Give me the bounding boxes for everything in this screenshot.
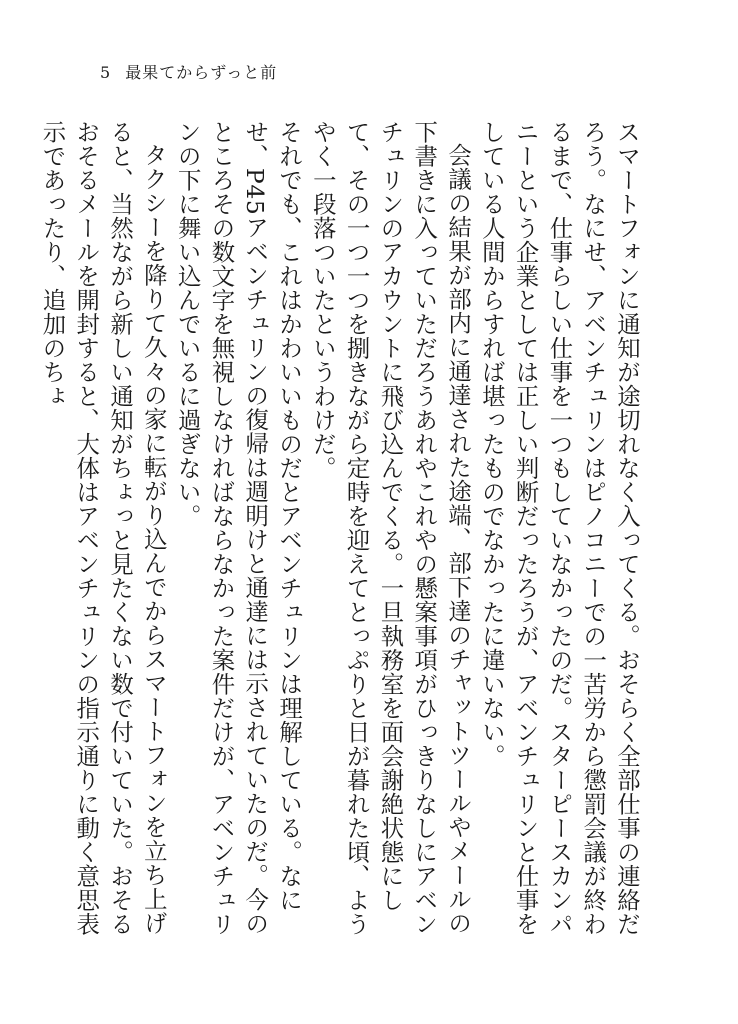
chapter-title: 最果てからずっと前 [125, 63, 278, 82]
paragraph: 会議の結果が部内に通達された途端、部下達のチャットツールやメールの下書きに入っていただろうあれやこれやの懸案事項がひっきりなしにアベンチュリンのアカウントに飛び込んでくる。一旦執務室を面会謝絶状態にして、その一つ一つを捌きながら定時を迎えてとっぷりと日が暮れた頃、ようやく一段落ついたというわけだ。 [308, 120, 473, 936]
vertical-body-text [38, 120, 643, 940]
page-number: 5 [100, 63, 112, 82]
paragraph: スマートフォンに通知が途切れなく入ってくる。おそらく全部仕事の連絡だろう。なにせ、アベンチュリンはピノコニーでの一苦労から懲罰会議が終わるまで、仕事らしい仕事を一つもしていなかったのだ。スターピースカンパニーという企業としては正しい判断だったろうが、アベンチュリンと仕事をしている人間からすれば堪ったものでなかったに違いない。 [477, 120, 641, 936]
paragraph: それでも、これはかわいいものだとアベンチュリンは理解している。なにせ、P45アベンチュリンの復帰は週明けと通達には示されていたのだ。今のところその数文字を無視しなければならなかった案件だけが、アベンチュリンの下に舞い込んでいるに過ぎない。 [173, 120, 304, 936]
paragraph: タクシーを降りて久々の家に転がり込んでからスマートフォンを立ち上げると、当然ながら新しい通知がちょっと見たくない数で付いていた。おそるおそるメールを開封すると、大体はアベンチュリンの指示通りに動く意思表示であったり、追加のちょ [38, 120, 168, 936]
running-header [100, 60, 277, 83]
